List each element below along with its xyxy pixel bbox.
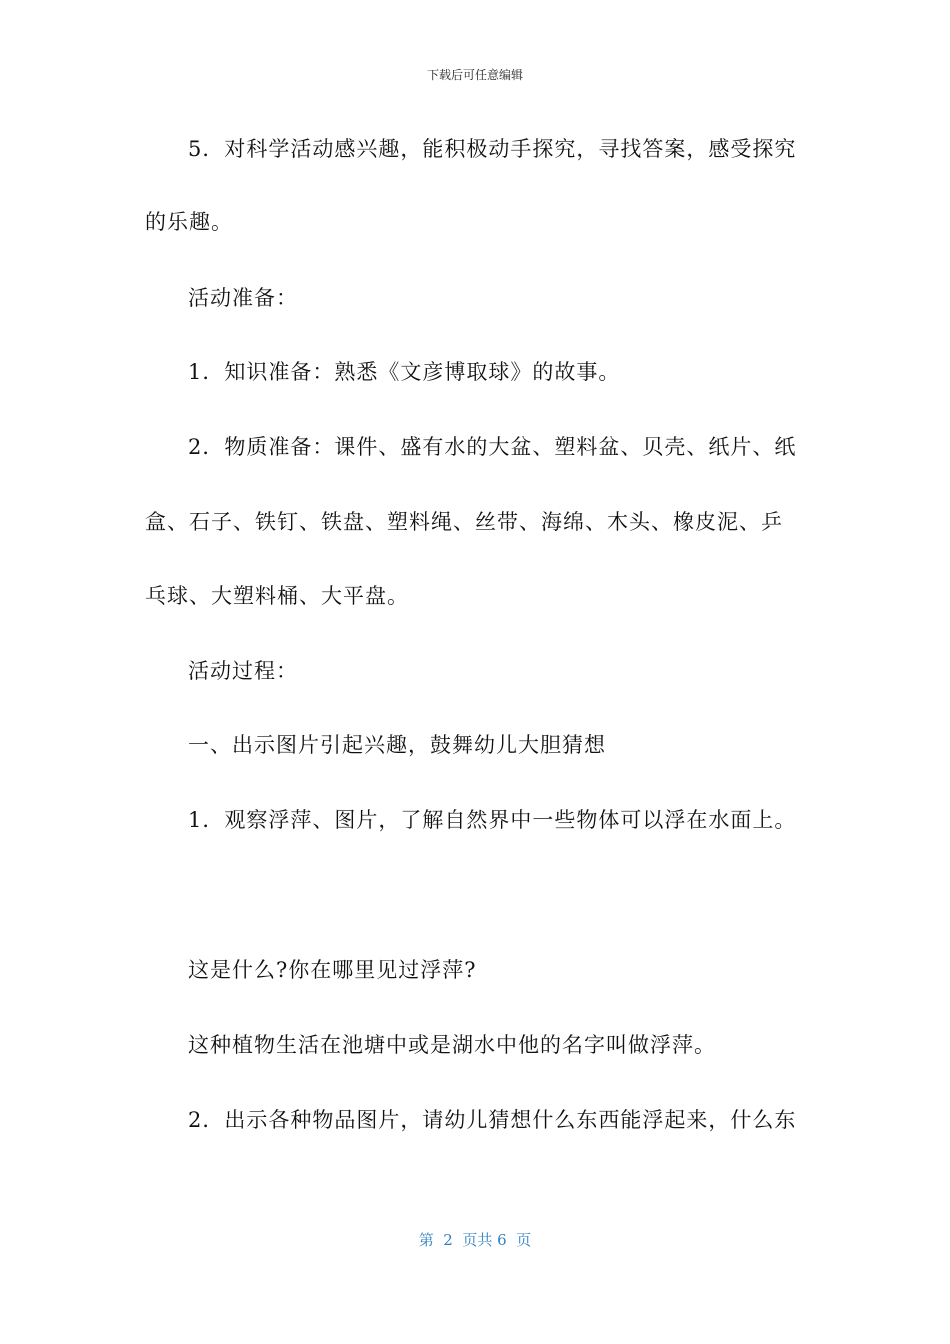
- paragraph-show-items: 2．出示各种物品图片，请幼儿猜想什么东西能浮起来，什么东: [188, 1108, 797, 1132]
- paragraph-objective-5: 5．对科学活动感兴趣，能积极动手探究，寻找答案，感受探究: [188, 137, 797, 161]
- paragraph-knowledge-prep: 1．知识准备：熟悉《文彦博取球》的故事。: [188, 360, 621, 384]
- paragraph-question: 这是什么?你在哪里见过浮萍?: [188, 958, 477, 982]
- paragraph-material-prep: 2．物质准备：课件、盛有水的大盆、塑料盆、贝壳、纸片、纸: [188, 435, 797, 459]
- paragraph-observe-duckweed: 1．观察浮萍、图片，了解自然界中一些物体可以浮在水面上。: [188, 808, 797, 832]
- page-header-note: 下载后可任意编辑: [426, 68, 523, 82]
- page-number-footer: 第 2 页共 6 页: [418, 1231, 532, 1249]
- paragraph-material-prep-cont-2: 乓球、大塑料桶、大平盘。: [145, 584, 409, 608]
- paragraph-objective-5-cont: 的乐趣。: [145, 210, 233, 234]
- heading-activity-process: 活动过程：: [188, 659, 298, 683]
- paragraph-material-prep-cont-1: 盒、石子、铁钉、铁盘、塑料绳、丝带、海绵、木头、橡皮泥、乒: [145, 510, 783, 534]
- section-heading-one: 一、出示图片引起兴趣，鼓舞幼儿大胆猜想: [188, 733, 606, 757]
- heading-activity-preparation: 活动准备：: [188, 286, 298, 310]
- paragraph-duckweed-answer: 这种植物生活在池塘中或是湖水中他的名字叫做浮萍。: [188, 1033, 716, 1057]
